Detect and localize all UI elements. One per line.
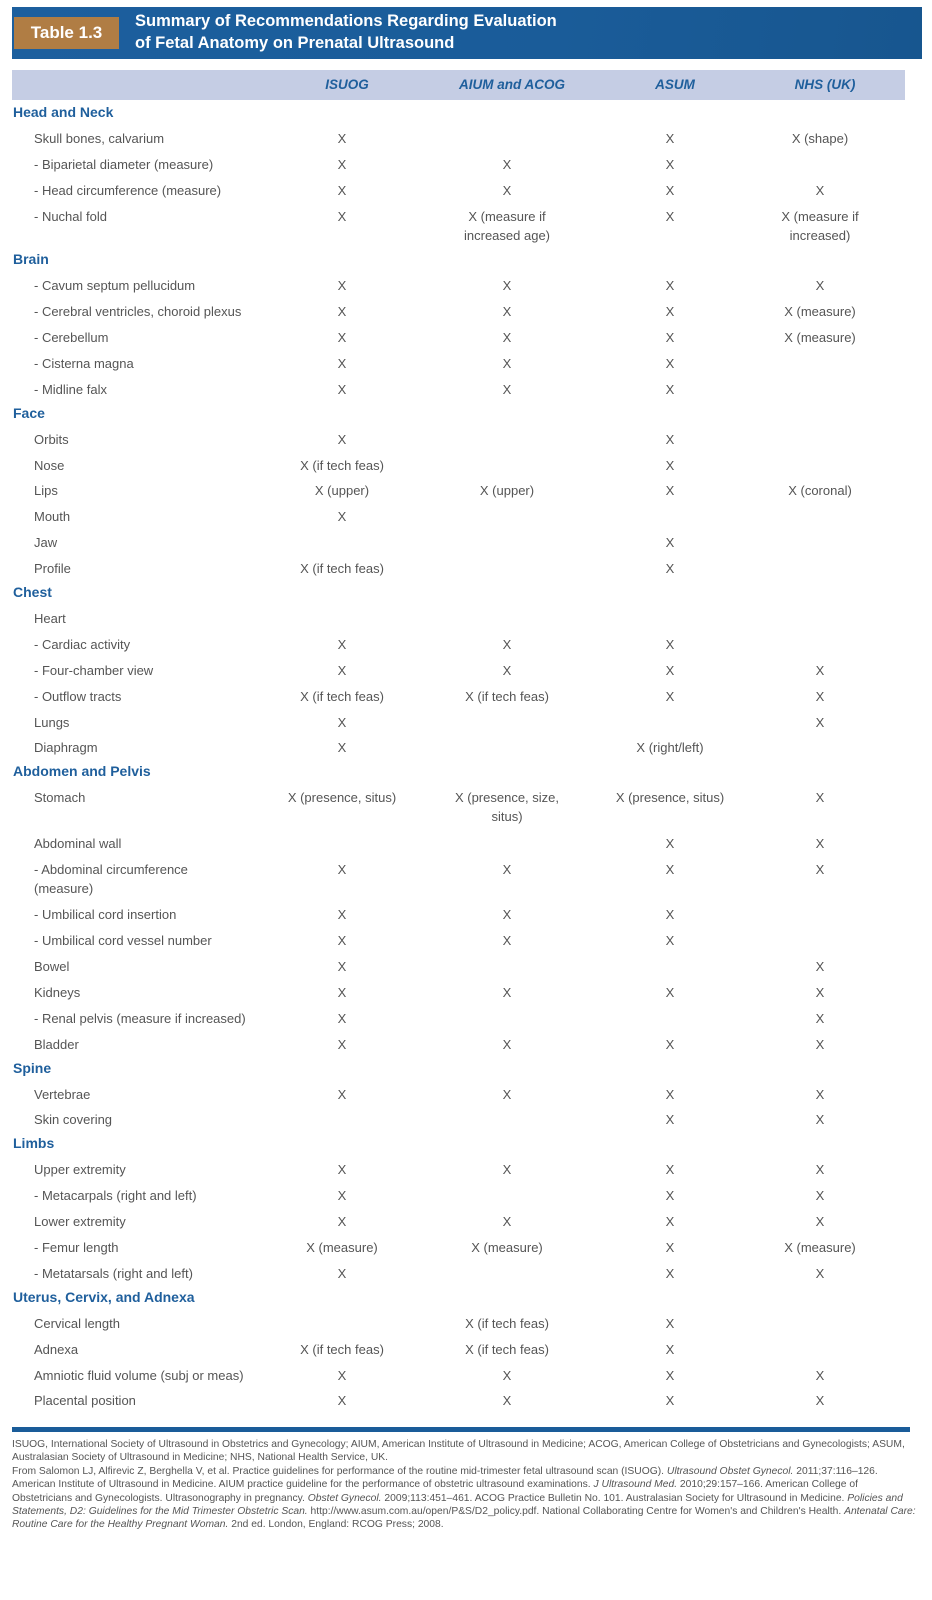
table-row (0, 900, 932, 926)
cell-asum: X (665, 1367, 675, 1383)
row-label: - Umbilical cord vessel number (34, 933, 212, 949)
table-row (0, 604, 932, 630)
cell-aium-acog: X (502, 636, 512, 652)
cell-isuog: X (337, 984, 347, 1000)
row-label: - Midline falx (34, 381, 107, 397)
footnote-text: 2009;113:451–461. ACOG Practice Bulletin No. 101. Australasian Society for Ultrasound in Medicine. (381, 1492, 848, 1504)
table-number-label: Table 1.3 (14, 17, 119, 49)
cell-aium-acog: X (502, 304, 512, 320)
cell-asum: X (665, 1393, 675, 1409)
cell-nhs-uk: X (815, 1036, 825, 1052)
cell-asum: X (665, 561, 675, 577)
cell-isuog: X (337, 1086, 347, 1102)
cell-isuog: X (if tech feas) (300, 561, 384, 577)
cell-isuog: X (337, 1393, 347, 1409)
row-label: - Head circumference (measure) (34, 182, 222, 198)
cell-isuog: X (337, 933, 347, 949)
table-row (0, 502, 932, 528)
cell-asum: X (665, 355, 675, 371)
cell-nhs-uk: X (815, 688, 825, 704)
table-row (0, 708, 932, 734)
table-row (0, 476, 932, 502)
cell-nhs-uk: X (815, 1188, 825, 1204)
table-row (0, 1386, 932, 1412)
section-heading: Chest (13, 583, 52, 600)
table-row (0, 682, 932, 708)
column-header-row (12, 70, 905, 100)
cell-aium-acog: X (502, 1086, 512, 1102)
cell-asum: X (665, 1086, 675, 1102)
row-label: Upper extremity (34, 1162, 126, 1178)
cell-isuog: X (337, 740, 347, 756)
cell-aium-acog: X (if tech feas) (465, 688, 549, 704)
table-row (0, 349, 932, 375)
cell-asum: X (665, 156, 675, 172)
cell-asum: X (665, 1240, 675, 1255)
row-label: Adnexa (34, 1341, 79, 1357)
table-row (0, 528, 932, 554)
row-label: Orbits (34, 431, 69, 447)
row-label: Profile (34, 561, 71, 577)
cell-nhs-uk: X (815, 1367, 825, 1383)
cell-aium-acog: X (presence, size, situs) (454, 790, 560, 825)
footnote-abbreviations: ISUOG, International Society of Ultrasound in Obstetrics and Gynecology; AIUM, American Institute of Ultrasound in Medicine; ACOG, American College of Obstetricians and Gynecologists; ASUM, Australasian Society of Ultrasound in Medicine; NHS, National Health Service, UK. (12, 1439, 905, 1464)
cell-isuog: X (337, 1214, 347, 1230)
cell-aium-acog: X (502, 182, 512, 198)
cell-isuog: X (337, 636, 347, 652)
footnote-citation-title: Obstet Gynecol. (307, 1492, 382, 1504)
row-label: - Cardiac activity (34, 636, 131, 652)
footnote-text: 2nd ed. London, England: RCOG Press; 2008. (228, 1519, 444, 1531)
footnote-text: 2010;29:157–166. American College of Obstetricians and Gynecologists. Ultrasonography in pregnancy. (12, 1479, 858, 1504)
cell-asum: X (665, 907, 675, 923)
cell-isuog: X (337, 861, 347, 877)
cell-asum: X (665, 1315, 675, 1331)
row-label: Bladder (34, 1036, 79, 1052)
table-row (0, 124, 932, 150)
table-row (0, 554, 932, 580)
row-label: Amniotic fluid volume (subj or meas) (34, 1367, 244, 1383)
cell-asum: X (665, 304, 675, 320)
row-label: Stomach (34, 790, 86, 806)
row-label: Diaphragm (34, 740, 98, 756)
cell-asum: X (665, 662, 675, 678)
cell-isuog: X (337, 1367, 347, 1383)
cell-nhs-uk: X (measure) (784, 304, 856, 320)
cell-aium-acog: X (measure) (471, 1240, 543, 1255)
cell-isuog: X (337, 1010, 347, 1026)
cell-nhs-uk: X (815, 1214, 825, 1230)
cell-isuog: X (337, 431, 347, 447)
row-label: Kidneys (34, 984, 81, 1000)
footnote-text: From Salomon LJ, Alfirevic Z, Berghella V, et al. Practice guidelines for performance of the routine mid-trimester fetal ultrasound scan (ISUOG). (12, 1465, 667, 1477)
cell-nhs-uk: X (815, 861, 825, 877)
cell-aium-acog: X (if tech feas) (465, 1341, 549, 1357)
table-row (0, 656, 932, 682)
column-header-asum: ASUM (655, 77, 695, 92)
cell-aium-acog: X (502, 861, 512, 877)
table-row (0, 150, 932, 176)
cell-aium-acog: X (502, 156, 512, 172)
table-title-line-1: Summary of Recommendations Regarding Evaluation (135, 12, 557, 30)
cell-aium-acog: X (measure if increased age) (464, 208, 550, 243)
cell-asum: X (665, 208, 675, 224)
table-row (0, 630, 932, 656)
cell-isuog: X (337, 1265, 347, 1281)
section-heading: Face (13, 404, 45, 421)
cell-aium-acog: X (502, 1162, 512, 1178)
cell-isuog: X (337, 907, 347, 923)
cell-asum: X (665, 984, 675, 1000)
row-label: - Biparietal diameter (measure) (34, 156, 214, 172)
cell-asum: X (665, 431, 675, 447)
table-footnotes (12, 1438, 917, 1532)
cell-aium-acog: X (502, 1393, 512, 1409)
cell-nhs-uk: X (815, 984, 825, 1000)
cell-aium-acog: X (502, 355, 512, 371)
table-row (0, 1233, 932, 1259)
cell-asum: X (665, 457, 675, 473)
table-row (0, 1335, 932, 1361)
row-label: Cervical length (34, 1315, 120, 1331)
cell-nhs-uk: X (815, 790, 825, 806)
table-row (0, 425, 932, 451)
cell-isuog: X (337, 208, 347, 224)
cell-isuog: X (measure) (306, 1240, 378, 1255)
cell-nhs-uk: X (815, 1086, 825, 1102)
cell-nhs-uk: X (815, 1112, 825, 1128)
cell-isuog: X (337, 278, 347, 294)
table-row (0, 1080, 932, 1106)
cell-asum: X (presence, situs) (615, 790, 725, 806)
cell-aium-acog: X (502, 278, 512, 294)
table-row (0, 1309, 932, 1335)
cell-aium-acog: X (502, 1214, 512, 1230)
row-label: - Cerebellum (34, 329, 109, 345)
cell-nhs-uk: X (measure) (784, 329, 856, 345)
row-label: Skin covering (34, 1112, 113, 1128)
row-label: - Metacarpals (right and left) (34, 1188, 197, 1204)
row-label: Lungs (34, 714, 70, 730)
cell-isuog: X (337, 1036, 347, 1052)
table-row (0, 1207, 932, 1233)
row-label: Placental position (34, 1393, 136, 1409)
row-label: Jaw (34, 535, 58, 551)
row-label: Mouth (34, 509, 71, 525)
footnote-citation-title: J Ultrasound Med. (593, 1479, 678, 1491)
cell-isuog: X (337, 958, 347, 974)
cell-asum: X (665, 381, 675, 397)
cell-asum: X (665, 278, 675, 294)
cell-asum: X (665, 933, 675, 949)
cell-asum: X (665, 1036, 675, 1052)
row-label: - Umbilical cord insertion (34, 907, 177, 923)
cell-aium-acog: X (502, 1367, 512, 1383)
row-label: - Abdominal circumference (measure) (34, 861, 188, 896)
cell-isuog: X (337, 381, 347, 397)
cell-nhs-uk: X (measure) (784, 1240, 856, 1255)
table-row (0, 829, 932, 855)
footnote-citation-title: Ultrasound Obstet Gynecol. (666, 1465, 794, 1477)
cell-asum: X (665, 535, 675, 551)
cell-asum: X (665, 483, 675, 499)
cell-nhs-uk: X (815, 714, 825, 730)
cell-asum: X (665, 329, 675, 345)
table-row (0, 297, 932, 323)
row-label: - Metatarsals (right and left) (34, 1265, 193, 1281)
cell-nhs-uk: X (815, 278, 825, 294)
cell-nhs-uk: X (815, 662, 825, 678)
cell-nhs-uk: X (815, 1393, 825, 1409)
footnote-text: 2011;37:116–126. American Institute of Ultrasound in Medicine. AIUM practice guideline for the performance of obstetric ultrasound examinations. (12, 1465, 878, 1491)
cell-asum: X (665, 1162, 675, 1178)
column-header-nhs-uk: NHS (UK) (794, 77, 856, 92)
table-row (0, 375, 932, 401)
row-label: - Outflow tracts (34, 688, 122, 704)
cell-isuog: X (337, 304, 347, 320)
cell-asum: X (665, 1112, 675, 1128)
cell-asum: X (665, 1214, 675, 1230)
row-label: - Cisterna magna (34, 355, 134, 371)
cell-isuog: X (337, 355, 347, 371)
table-body (0, 100, 932, 1412)
row-label: Skull bones, calvarium (34, 131, 165, 146)
cell-nhs-uk: X (measure if increased) (781, 208, 859, 243)
cell-isuog: X (upper) (314, 483, 370, 499)
table-row (0, 1004, 932, 1030)
cell-nhs-uk: X (815, 835, 825, 851)
row-label: - Renal pelvis (measure if increased) (34, 1010, 246, 1026)
table-row (0, 1259, 932, 1285)
footnote-text: http://www.asum.com.au/open/P&S/D2_policy.pdf. National Collaborating Centre for Women's and Children's Health. (307, 1506, 845, 1518)
row-label: - Four-chamber view (34, 662, 154, 678)
cell-isuog: X (if tech feas) (300, 457, 384, 473)
cell-isuog: X (337, 329, 347, 345)
cell-isuog: X (337, 131, 347, 146)
cell-nhs-uk: X (815, 182, 825, 198)
cell-aium-acog: X (upper) (479, 483, 535, 499)
cell-asum: X (665, 688, 675, 704)
cell-asum: X (right/left) (636, 740, 704, 756)
footnote-citation-title: Policies and Statements, D2: Guidelines for the Mid Trimester Obstetric Scan. (12, 1492, 903, 1518)
table-title-line-2: of Fetal Anatomy on Prenatal Ultrasound (135, 34, 455, 52)
cell-asum: X (665, 1265, 675, 1281)
table-row (0, 1361, 932, 1387)
cell-aium-acog: X (502, 381, 512, 397)
table-row (0, 783, 932, 829)
cell-isuog: X (337, 1162, 347, 1178)
cell-aium-acog: X (502, 907, 512, 923)
cell-nhs-uk: X (815, 1162, 825, 1178)
table-bottom-rule (12, 1427, 910, 1432)
row-label: Lips (34, 483, 58, 499)
cell-aium-acog: X (502, 984, 512, 1000)
cell-nhs-uk: X (shape) (791, 131, 849, 146)
table-row (0, 451, 932, 477)
cell-aium-acog: X (502, 329, 512, 345)
cell-asum: X (665, 835, 675, 851)
table-row (0, 733, 932, 759)
table-row (0, 952, 932, 978)
table-title (135, 10, 695, 54)
cell-asum: X (665, 182, 675, 198)
cell-isuog: X (presence, situs) (287, 790, 397, 806)
table-row (0, 202, 932, 248)
row-label: Abdominal wall (34, 835, 122, 851)
cell-aium-acog: X (502, 662, 512, 678)
cell-isuog: X (if tech feas) (300, 688, 384, 704)
cell-isuog: X (337, 662, 347, 678)
cell-isuog: X (337, 714, 347, 730)
cell-isuog: X (337, 182, 347, 198)
row-label: Nose (34, 457, 65, 473)
cell-isuog: X (337, 156, 347, 172)
cell-nhs-uk: X (815, 1010, 825, 1026)
column-header-aium-acog: AIUM and ACOG (459, 77, 565, 92)
cell-isuog: X (337, 509, 347, 525)
section-heading: Head and Neck (13, 104, 114, 120)
row-label: - Nuchal fold (34, 208, 107, 224)
cell-aium-acog: X (502, 933, 512, 949)
table-row (0, 978, 932, 1004)
cell-asum: X (665, 636, 675, 652)
cell-aium-acog: X (502, 1036, 512, 1052)
section-heading: Brain (13, 251, 49, 268)
table-row (0, 1105, 932, 1131)
row-label: - Cavum septum pellucidum (34, 278, 196, 294)
row-label: - Femur length (34, 1240, 119, 1255)
table-row (0, 271, 932, 297)
section-heading: Spine (13, 1059, 52, 1076)
table-row (0, 1155, 932, 1181)
cell-nhs-uk: X (815, 958, 825, 974)
table-row (0, 323, 932, 349)
cell-asum: X (665, 131, 675, 146)
table-row (0, 1181, 932, 1207)
cell-isuog: X (337, 1188, 347, 1204)
footnote-citation-title: Antenatal Care: Routine Care for the Healthy Pregnant Woman. (12, 1506, 916, 1531)
table-row (0, 1030, 932, 1056)
row-label: Vertebrae (34, 1086, 91, 1102)
row-label: Lower extremity (34, 1214, 126, 1230)
cell-nhs-uk: X (coronal) (788, 483, 852, 499)
table-row (0, 176, 932, 202)
cell-asum: X (665, 861, 675, 877)
cell-isuog: X (if tech feas) (300, 1341, 384, 1357)
column-header-isuog: ISUOG (325, 77, 369, 92)
row-label: Heart (34, 610, 66, 626)
row-label: - Cerebral ventricles, choroid plexus (34, 304, 242, 320)
cell-aium-acog: X (if tech feas) (465, 1315, 549, 1331)
section-heading: Uterus, Cervix, and Adnexa (13, 1288, 195, 1305)
cell-asum: X (665, 1341, 675, 1357)
cell-asum: X (665, 1188, 675, 1204)
cell-nhs-uk: X (815, 1265, 825, 1281)
footnote-sources (12, 1465, 917, 1532)
section-heading: Limbs (13, 1135, 55, 1152)
row-label: Bowel (34, 958, 70, 974)
table-row (0, 855, 932, 901)
table-row (0, 926, 932, 952)
section-heading: Abdomen and Pelvis (13, 763, 151, 780)
